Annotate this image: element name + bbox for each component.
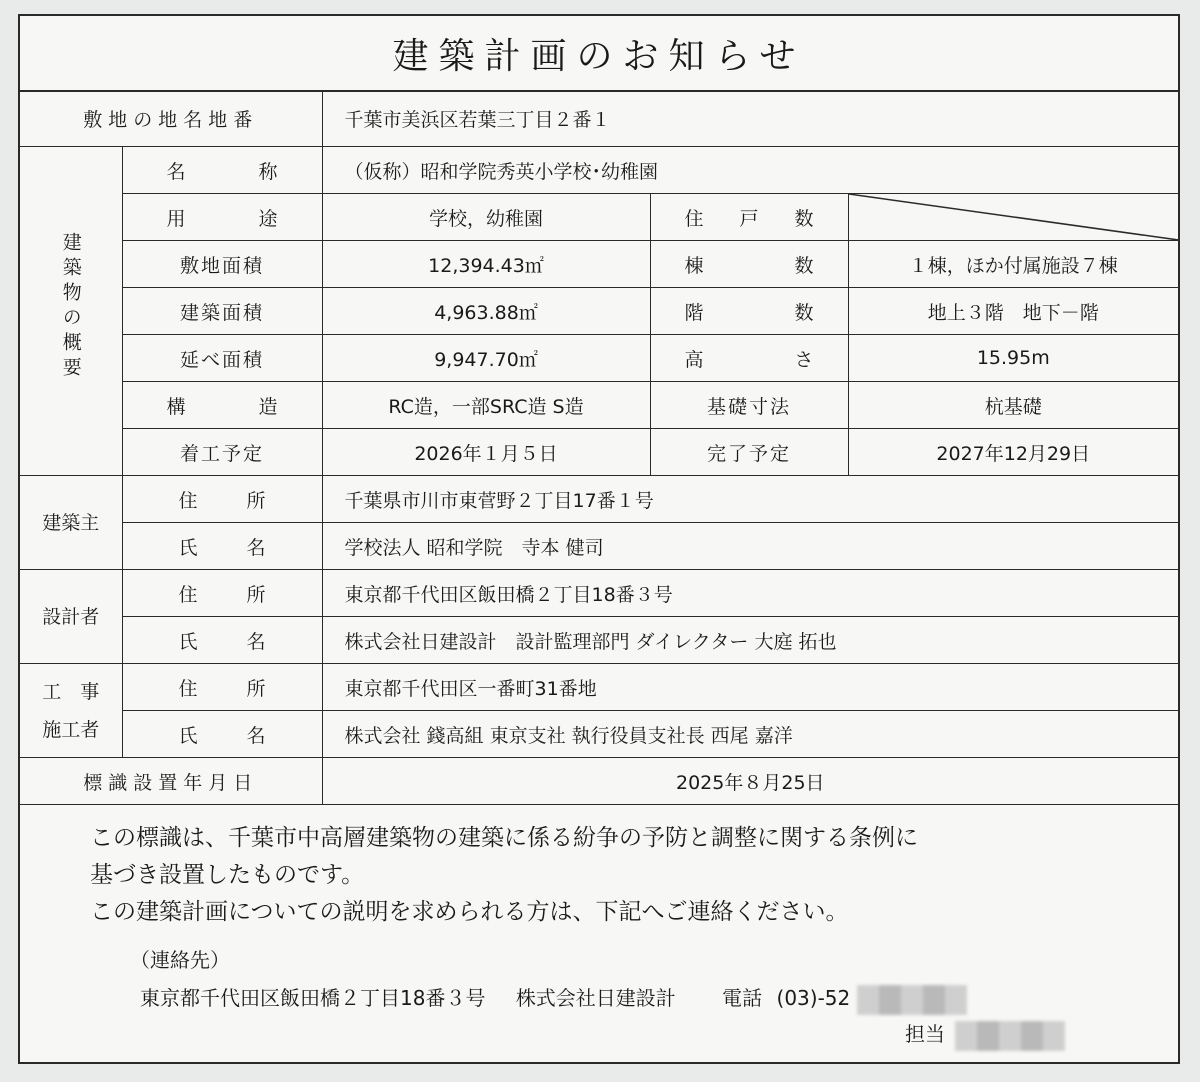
notice-line-1: この標識は、千葉市中高層建築物の建築に係る紛争の予防と調整に関する条例に [90, 825, 918, 851]
contractor-address-value: 東京都千代田区一番町31番地 [322, 664, 1178, 711]
owner-address-value: 千葉県市川市東菅野２丁目17番１号 [322, 476, 1178, 523]
notice-line-2: 基づき設置したものです。 [90, 862, 365, 888]
redacted-person-block [955, 1021, 1065, 1051]
contact-person-label: 担当 [905, 1022, 945, 1046]
name-value: （仮称）昭和学院秀英小学校･幼稚園 [322, 147, 1178, 194]
overview-group-label: 建築物の概要 [20, 147, 122, 476]
contractor-name-label: 氏名 [122, 711, 322, 758]
structure-value: RC造，一部SRC造 S造 [322, 382, 650, 429]
start-label: 着工予定 [122, 429, 322, 476]
owner-group-label: 建築主 [20, 476, 122, 570]
site-area-label: 敷地面積 [122, 241, 322, 288]
units-value [848, 194, 1178, 241]
designer-name-label: 氏名 [122, 617, 322, 664]
site-value: 千葉市美浜区若葉三丁目２番１ [322, 90, 1178, 147]
building-area-label: 建築面積 [122, 288, 322, 335]
contact-phone-label: 電話 [722, 986, 763, 1010]
contractor-name-value: 株式会社 錢高組 東京支社 執行役員支社長 西尾 嘉洋 [322, 711, 1178, 758]
completion-value: 2027年12月29日 [848, 429, 1178, 476]
site-label: 敷地の地名地番 [20, 90, 322, 147]
notice-text [90, 820, 1150, 931]
contact-label: （連絡先） [130, 948, 230, 972]
info-table [20, 90, 1178, 805]
contact-address: 東京都千代田区飯田橋２丁目18番３号 [140, 986, 486, 1010]
designer-address-label: 住所 [122, 570, 322, 617]
notice-board [18, 14, 1180, 1064]
posted-label: 標識設置年月日 [20, 758, 322, 805]
designer-name-value: 株式会社日建設計 設計監理部門 ダイレクター 大庭 拓也 [322, 617, 1178, 664]
height-value: 15.95m [848, 335, 1178, 382]
floors-label: 階数 [650, 288, 848, 335]
structure-label: 構造 [122, 382, 322, 429]
floor-area-label: 延べ面積 [122, 335, 322, 382]
contact-line [140, 982, 991, 1015]
owner-name-value: 学校法人 昭和学院 寺本 健司 [322, 523, 1178, 570]
units-label: 住戸数 [650, 194, 848, 241]
contact-company: 株式会社日建設計 [515, 986, 676, 1010]
redacted-phone-block [857, 985, 967, 1015]
building-area-value: 4,963.88㎡ [322, 288, 650, 335]
foundation-value: 杭基礎 [848, 382, 1178, 429]
owner-name-label: 氏名 [122, 523, 322, 570]
owner-address-label: 住所 [122, 476, 322, 523]
height-label: 高さ [650, 335, 848, 382]
use-value: 学校，幼稚園 [322, 194, 650, 241]
use-label: 用途 [122, 194, 322, 241]
floors-value: 地上３階 地下－階 [848, 288, 1178, 335]
contact-person [905, 1018, 1065, 1051]
buildings-value: １棟，ほか付属施設７棟 [848, 241, 1178, 288]
contractor-group-label: 工 事 施工者 [20, 664, 122, 758]
posted-value: 2025年８月25日 [322, 758, 1178, 805]
floor-area-value: 9,947.70㎡ [322, 335, 650, 382]
name-label: 名称 [122, 147, 322, 194]
buildings-label: 棟数 [650, 241, 848, 288]
foundation-label: 基礎寸法 [650, 382, 848, 429]
site-area-value: 12,394.43㎡ [322, 241, 650, 288]
completion-label: 完了予定 [650, 429, 848, 476]
contact-phone-prefix: (03)-52 [776, 986, 851, 1010]
page-title: 建築計画のお知らせ [20, 16, 1178, 92]
not-applicable-slash [849, 194, 1179, 240]
notice-line-3: この建築計画についての説明を求められる方は、下記へご連絡ください。 [90, 899, 849, 925]
designer-address-value: 東京都千代田区飯田橋２丁目18番３号 [322, 570, 1178, 617]
start-value: 2026年１月５日 [322, 429, 650, 476]
designer-group-label: 設計者 [20, 570, 122, 664]
contractor-address-label: 住所 [122, 664, 322, 711]
